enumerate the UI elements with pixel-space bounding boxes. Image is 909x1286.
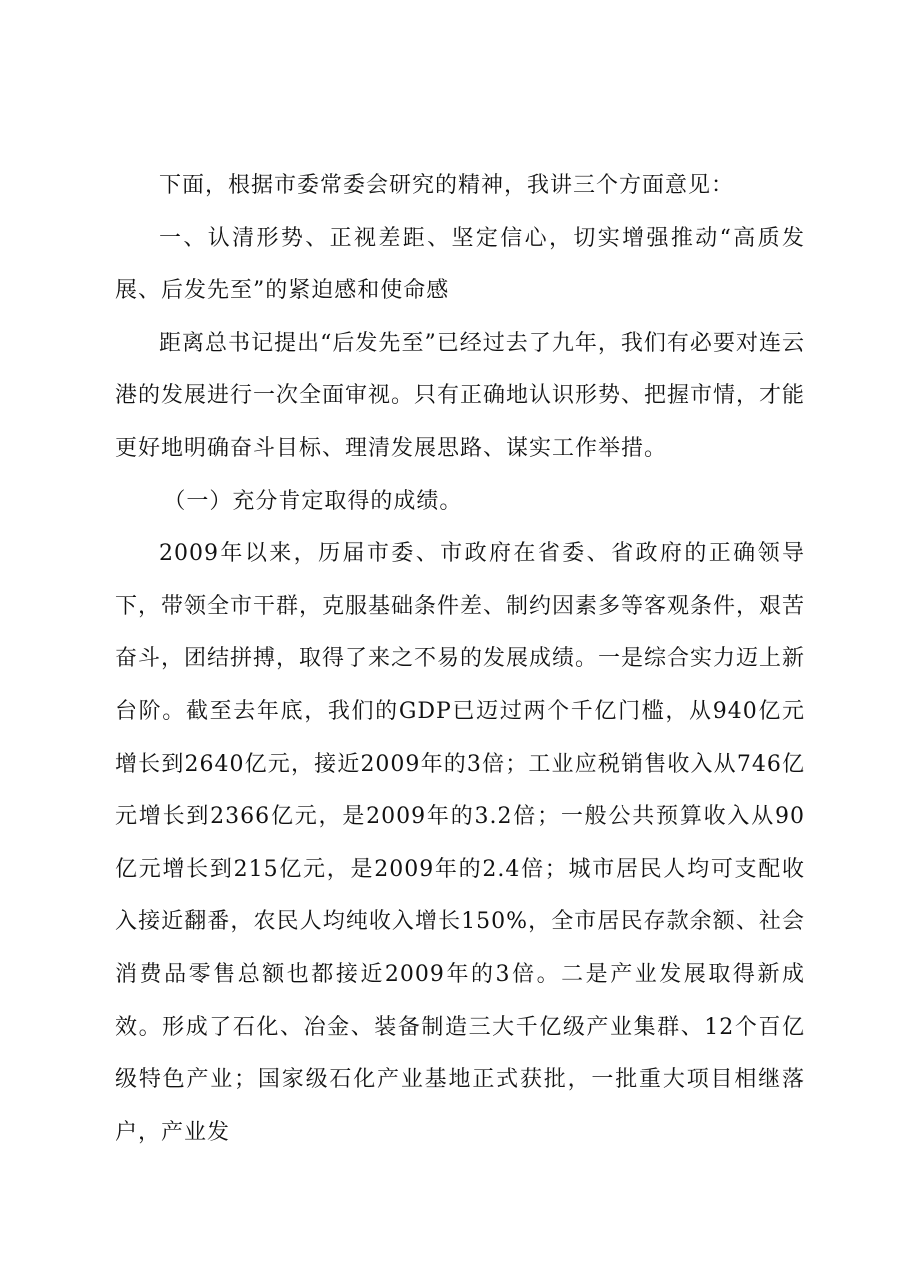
document-body	[115, 160, 805, 1159]
intro-paragraph: 下面，根据市委常委会研究的精神，我讲三个方面意见：	[159, 173, 735, 198]
body-paragraph-2: 2009年以来，历届市委、市政府在省委、省政府的正确领导下，带领全市干群，克服基础条件差、制约因素多等客观条件，艰苦奋斗，团结拼搏，取得了来之不易的发展成绩。一是综合实力迈上新台阶。截至去年底，我们的GDP已迈过两个千亿门槛，从940亿元增长到2640亿元，接近2009年的3倍；工业应税销售收入从746亿元增长到2366亿元，是2009年的3.2倍；一般公共预算收入从90亿元增长到215亿元，是2009年的2.4倍；城市居民人均可支配收入接近翻番，农民人均纯收入增长150%，全市居民存款余额、社会消费品零售总额也都接近2009年的3倍。二是产业发展取得新成效。形成了石化、冶金、装备制造三大千亿级产业集群、12个百亿级特色产业；国家级石化产业基地正式获批，一批重大项目相继落户，产业发	[115, 541, 806, 1145]
section-heading-1: 一、认清形势、正视差距、坚定信心，切实增强推动“高质发展、后发先至”的紧迫感和使命感	[115, 225, 805, 304]
body-paragraph-1: 距离总书记提出“后发先至”已经过去了九年，我们有必要对连云港的发展进行一次全面审视。只有正确地认识形势、把握市情，才能更好地明确奋斗目标、理清发展思路、谋实工作举措。	[115, 330, 806, 461]
subsection-heading-1: （一）充分肯定取得的成绩。	[163, 488, 463, 514]
